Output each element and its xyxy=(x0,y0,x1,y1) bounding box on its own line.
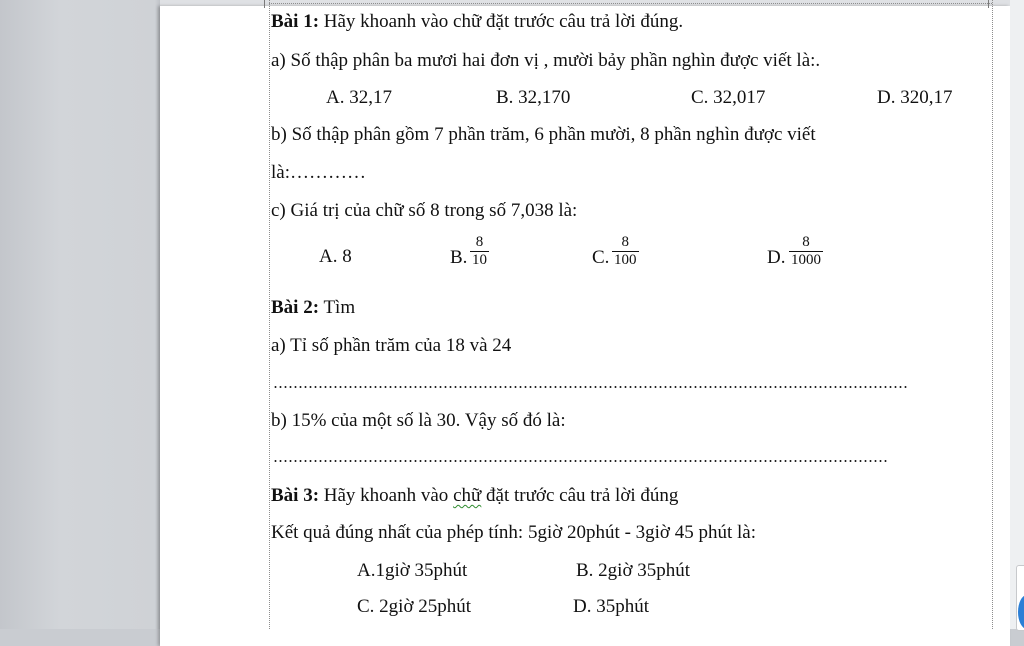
option-label: B. xyxy=(450,247,468,268)
bai1-a-option-c: C. 32,017 xyxy=(691,87,766,108)
bai1-a-option-b: B. 32,170 xyxy=(496,87,571,108)
bai1-b-answer-line: là:………… xyxy=(271,162,366,183)
answer-dotted-line[interactable] xyxy=(273,385,909,389)
numerator: 8 xyxy=(475,234,484,250)
option-label: D. xyxy=(767,247,786,268)
numerator: 8 xyxy=(621,234,629,250)
bai3-option-b: B. 2giờ 35phút xyxy=(576,560,691,581)
top-text-boundary xyxy=(269,3,992,4)
bai1-a-option-a: A. 32,17 xyxy=(326,87,392,108)
bai3-option-c: C. 2giờ 25phút xyxy=(357,596,472,617)
bai3-option-a: A.1giờ 35phút xyxy=(357,560,468,581)
bai1-question-a: a) Số thập phân ba mươi hai đơn vị , mười bảy phần nghìn được viết là:. xyxy=(271,50,821,71)
bai3-option-d: D. 35phút xyxy=(573,596,649,617)
bai1-question-c: c) Giá trị của chữ số 8 trong số 7,038 là: xyxy=(271,200,578,221)
bai3-question: Kết quả đúng nhất của phép tính: 5giờ 20phút - 3giờ 45 phút là: xyxy=(271,522,756,543)
numerator: 8 xyxy=(802,234,810,250)
left-text-boundary xyxy=(269,0,270,629)
spelling-marked-word: chữ xyxy=(453,485,482,506)
bai2-title: Bài 2: Tìm xyxy=(271,297,356,318)
bai1-c-option-a: A. 8 xyxy=(319,246,352,267)
bai3-title: Bài 3: Hãy khoanh vào chữ đặt trước câu trả lời đúng xyxy=(271,485,679,506)
bai1-question-b: b) Số thập phân gồm 7 phần trăm, 6 phần mười, 8 phần nghìn được viết xyxy=(271,124,816,145)
bai1-a-option-d: D. 320,17 xyxy=(877,87,953,108)
fraction xyxy=(470,234,489,269)
bai2-question-b: b) 15% của một số là 30. Vậy số đó là: xyxy=(271,410,566,431)
right-text-boundary xyxy=(992,0,993,629)
corner-mark xyxy=(264,0,265,8)
denominator: 100 xyxy=(614,252,637,268)
fraction xyxy=(612,234,639,269)
answer-dotted-line[interactable] xyxy=(273,459,887,463)
denominator: 1000 xyxy=(791,252,821,268)
right-scroll-area[interactable] xyxy=(1010,0,1024,629)
bai2-question-a: a) Tỉ số phần trăm của 18 và 24 xyxy=(271,335,512,356)
bai1-title: Bài 1: Hãy khoanh vào chữ đặt trước câu trả lời đúng. xyxy=(271,11,684,32)
corner-mark xyxy=(988,0,989,8)
fraction xyxy=(789,234,823,269)
option-label: C. xyxy=(592,247,610,268)
denominator: 10 xyxy=(472,252,487,268)
